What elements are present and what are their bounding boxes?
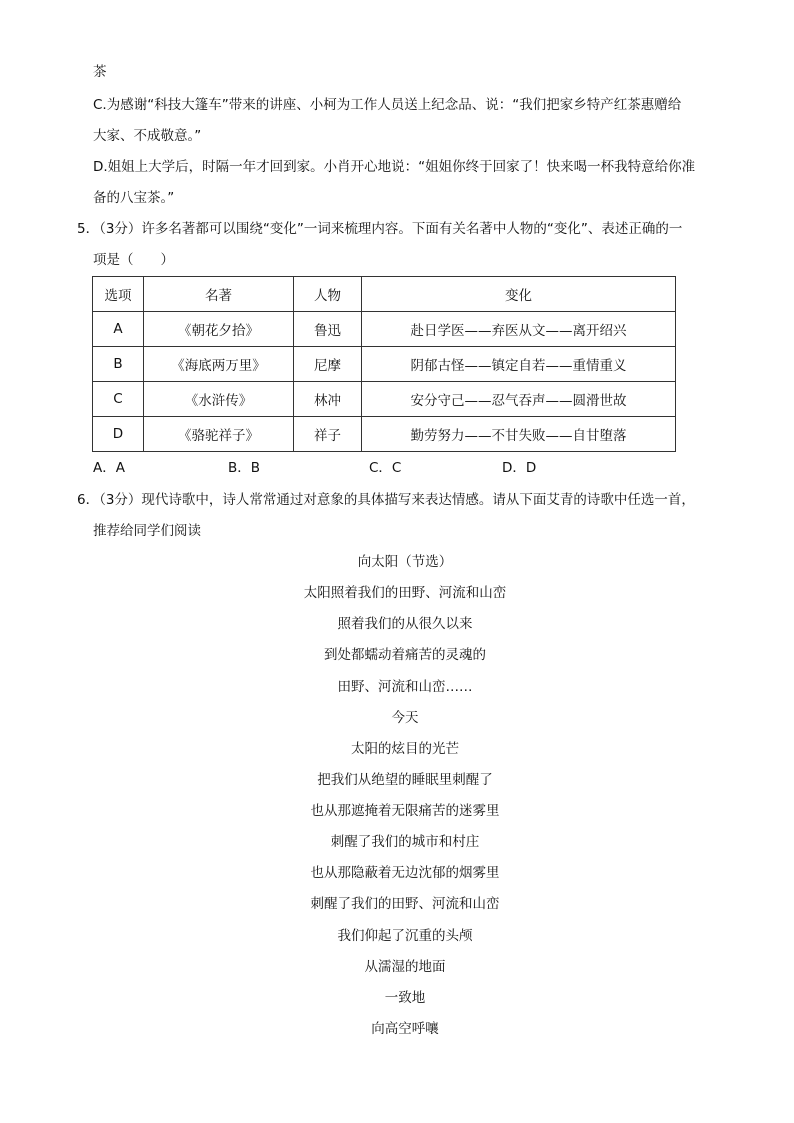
table-cell: D xyxy=(93,417,144,452)
poem-line: 刺醒了我们的城市和村庄 xyxy=(330,834,480,850)
question-5-choices xyxy=(93,458,693,478)
table-cell: 《海底两万里》 xyxy=(144,347,294,382)
table-cell: 《朝花夕拾》 xyxy=(144,312,294,347)
question-6-stem: 6．（3分）现代诗歌中，诗人常常通过对意象的具体描写来表达情感。请从下面艾青的诗歌中任选一首， xyxy=(77,492,695,508)
option-c-line-1: C.为感谢“科技大篷车”带来的讲座、小柯为工作人员送上纪念品、说：“我们把家乡特产红茶惠赠给 xyxy=(93,97,682,113)
option-d-line-1: D.姐姐上大学后，时隔一年才回到家。小肖开心地说：“姐姐你终于回家了！快来喝一杯我特意给你准 xyxy=(93,159,696,175)
poem-line: 我们仰起了沉重的头颅 xyxy=(337,928,473,944)
poem-line: 太阳照着我们的田野、河流和山峦 xyxy=(303,585,507,601)
table-row xyxy=(93,347,676,382)
table-cell: 《骆驼祥子》 xyxy=(144,417,294,452)
table-cell: 祥子 xyxy=(294,417,362,452)
poem-line: 太阳的炫目的光芒 xyxy=(351,741,459,757)
table-cell: 赴日学医——弃医从文——离开绍兴 xyxy=(362,312,676,347)
poem-line: 也从那遮掩着无限痛苦的迷雾里 xyxy=(310,803,500,819)
table-header-row xyxy=(93,277,676,312)
table-row xyxy=(93,417,676,452)
option-d-line-2: 备的八宝茶。” xyxy=(93,190,175,206)
poem-line: 也从那隐蔽着无边沈郁的烟雾里 xyxy=(310,865,500,881)
table-header-cell: 变化 xyxy=(362,277,676,312)
poem-line: 一致地 xyxy=(384,990,426,1006)
table-cell: 阴郁古怪——镇定自若——重情重义 xyxy=(362,347,676,382)
table-row xyxy=(93,312,676,347)
table-cell: 尼摩 xyxy=(294,347,362,382)
continuation-line: 茶 xyxy=(93,64,107,80)
table-cell: 《水浒传》 xyxy=(144,382,294,417)
poem-line: 把我们从绝望的睡眠里刺醒了 xyxy=(317,772,493,788)
poem-title: 向太阳（节选） xyxy=(357,554,453,570)
question-5-stem-line-2: 项是（ ） xyxy=(93,252,174,268)
poem-line: 今天 xyxy=(391,710,419,726)
table-header-cell: 名著 xyxy=(144,277,294,312)
poem-line: 照着我们的从很久以来 xyxy=(337,616,473,632)
question-5-table xyxy=(92,276,676,452)
table-header-cell: 选项 xyxy=(93,277,144,312)
poem-line: 向高空呼嚷 xyxy=(371,1021,439,1037)
table-row xyxy=(93,382,676,417)
table-header-cell: 人物 xyxy=(294,277,362,312)
poem-line: 刺醒了我们的田野、河流和山峦 xyxy=(310,896,500,912)
table-cell: 林冲 xyxy=(294,382,362,417)
choice-a[interactable]: A．A xyxy=(93,460,125,476)
option-c-line-2: 大家、不成敬意。” xyxy=(93,128,202,144)
poem-line: 从濡湿的地面 xyxy=(364,959,446,975)
table-cell: B xyxy=(93,347,144,382)
choice-b[interactable]: B．B xyxy=(228,460,261,476)
table-cell: 安分守己——忍气吞声——圆滑世故 xyxy=(362,382,676,417)
table-cell: 勤劳努力——不甘失败——自甘堕落 xyxy=(362,417,676,452)
table-cell: A xyxy=(93,312,144,347)
question-6-stem-line-2: 推荐给同学们阅读 xyxy=(93,523,201,539)
table-cell: C xyxy=(93,382,144,417)
table-cell: 鲁迅 xyxy=(294,312,362,347)
choice-c[interactable]: C．C xyxy=(369,460,402,476)
choice-d[interactable]: D．D xyxy=(502,460,537,476)
poem-line: 田野、河流和山峦…… xyxy=(337,679,473,695)
question-5-stem: 5．（3分）许多名著都可以围绕“变化”一词来梳理内容。下面有关名著中人物的“变化”、表述正确的一 xyxy=(77,221,683,237)
poem-line: 到处都蠕动着痛苦的灵魂的 xyxy=(324,647,486,663)
